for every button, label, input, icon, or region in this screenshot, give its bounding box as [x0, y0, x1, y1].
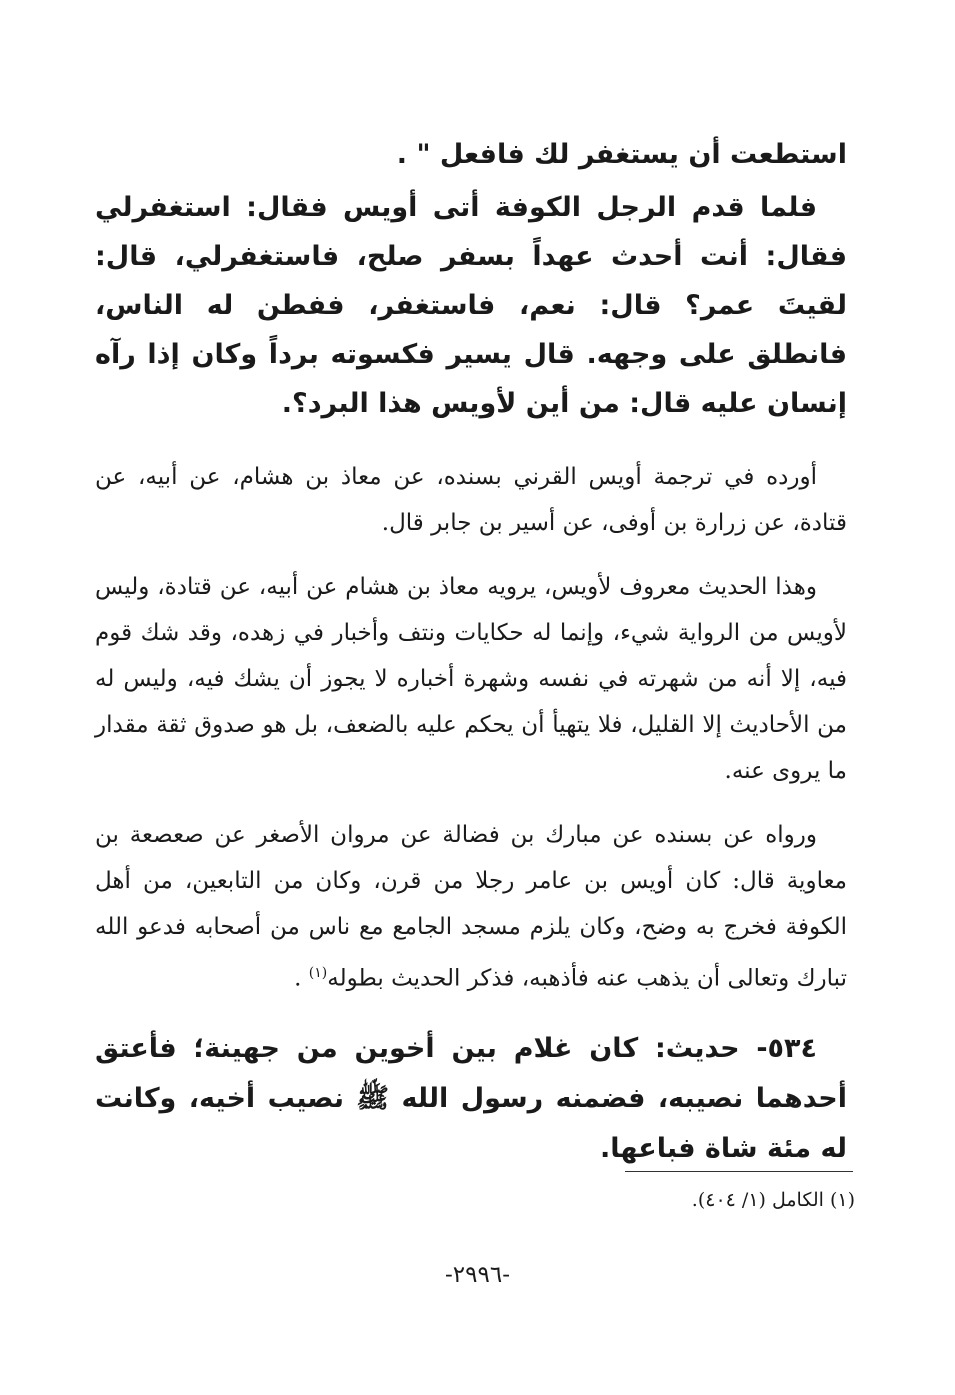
paragraph-3 — [95, 812, 847, 1002]
page-number: -٢٩٩٦- — [445, 1262, 510, 1288]
paragraph-2 — [95, 564, 847, 794]
paragraph-3-end: . — [294, 965, 309, 992]
footnote-reference: (١) — [308, 965, 328, 981]
paragraph-1 — [95, 454, 847, 546]
intro-text: استطعت أن يستغفر لك فافعل " . — [396, 139, 847, 170]
hadith-text: - حديث: كان غلام بين أخوين من جهينة؛ فأعتق أحدهما نصيبه، فضمنه رسول الله ﷺ نصيب أخيه، وكانت له مئة شاة فباعها. — [95, 1032, 847, 1164]
page-body — [95, 130, 847, 1174]
hadith-number: ٥٣٤ — [767, 1032, 817, 1064]
footnote-divider — [625, 1171, 853, 1172]
paragraph-2-text: وهذا الحديث معروف لأويس، يرويه معاذ بن هشام عن أبيه، عن قتادة، وليس لأويس من الرواية شيء، وإنما له حكايات ونتف وأخبار في زهده، وقد شك قوم فيه، إلا أنه من شهرته في نفسه وشهرة أخباره لا يجوز أن يشك فيه، وليس له من الأحاديث إلا القليل، فلا يتهيأ أن يحكم عليه بالضعف، بل هو صدوق ثقة مقدار ما يروى عنه. — [95, 574, 847, 784]
paragraph-1-text: أورده في ترجمة أويس القرني بسنده، عن معاذ بن هشام، عن أبيه، عن قتادة، عن زرارة بن أوفى، عن أسير بن جابر قال. — [95, 464, 847, 536]
intro-line — [95, 130, 847, 179]
hadith-wrapper — [95, 1024, 847, 1174]
paragraph-3-wrapper — [95, 812, 847, 1002]
footnote: (١) الكامل (١/ ٤٠٤). — [691, 1189, 855, 1211]
paragraph-3-text: ورواه عن بسنده عن مبارك بن فضالة عن مروان الأصغر عن صعصعة بن معاوية قال: كان أويس بن عامر رجلا من قرن، وكان من التابعين، من أهل الكوفة فخرج به وضح، وكان يلزم مسجد الجامع مع ناس من أصحابه فدعو الله تبارك وتعالى أن يذهب عنه فأذهبه، فذكر الحديث بطوله — [95, 822, 847, 992]
bold-paragraph-text: فلما قدم الرجل الكوفة أتى أويس فقال: استغفرلي فقال: أنت أحدث عهداً بسفر صلح، فاستغفرلي، قال: لقيتَ عمر؟ قال: نعم، فاستغفر، ففطن له الناس، فانطلق على وجهه. قال يسير فكسوته برداً وكان إذا رآه إنسان عليه قال: من أين لأويس هذا البرد؟. — [95, 192, 847, 419]
bold-paragraph — [95, 183, 847, 428]
hadith-entry — [95, 1024, 847, 1174]
